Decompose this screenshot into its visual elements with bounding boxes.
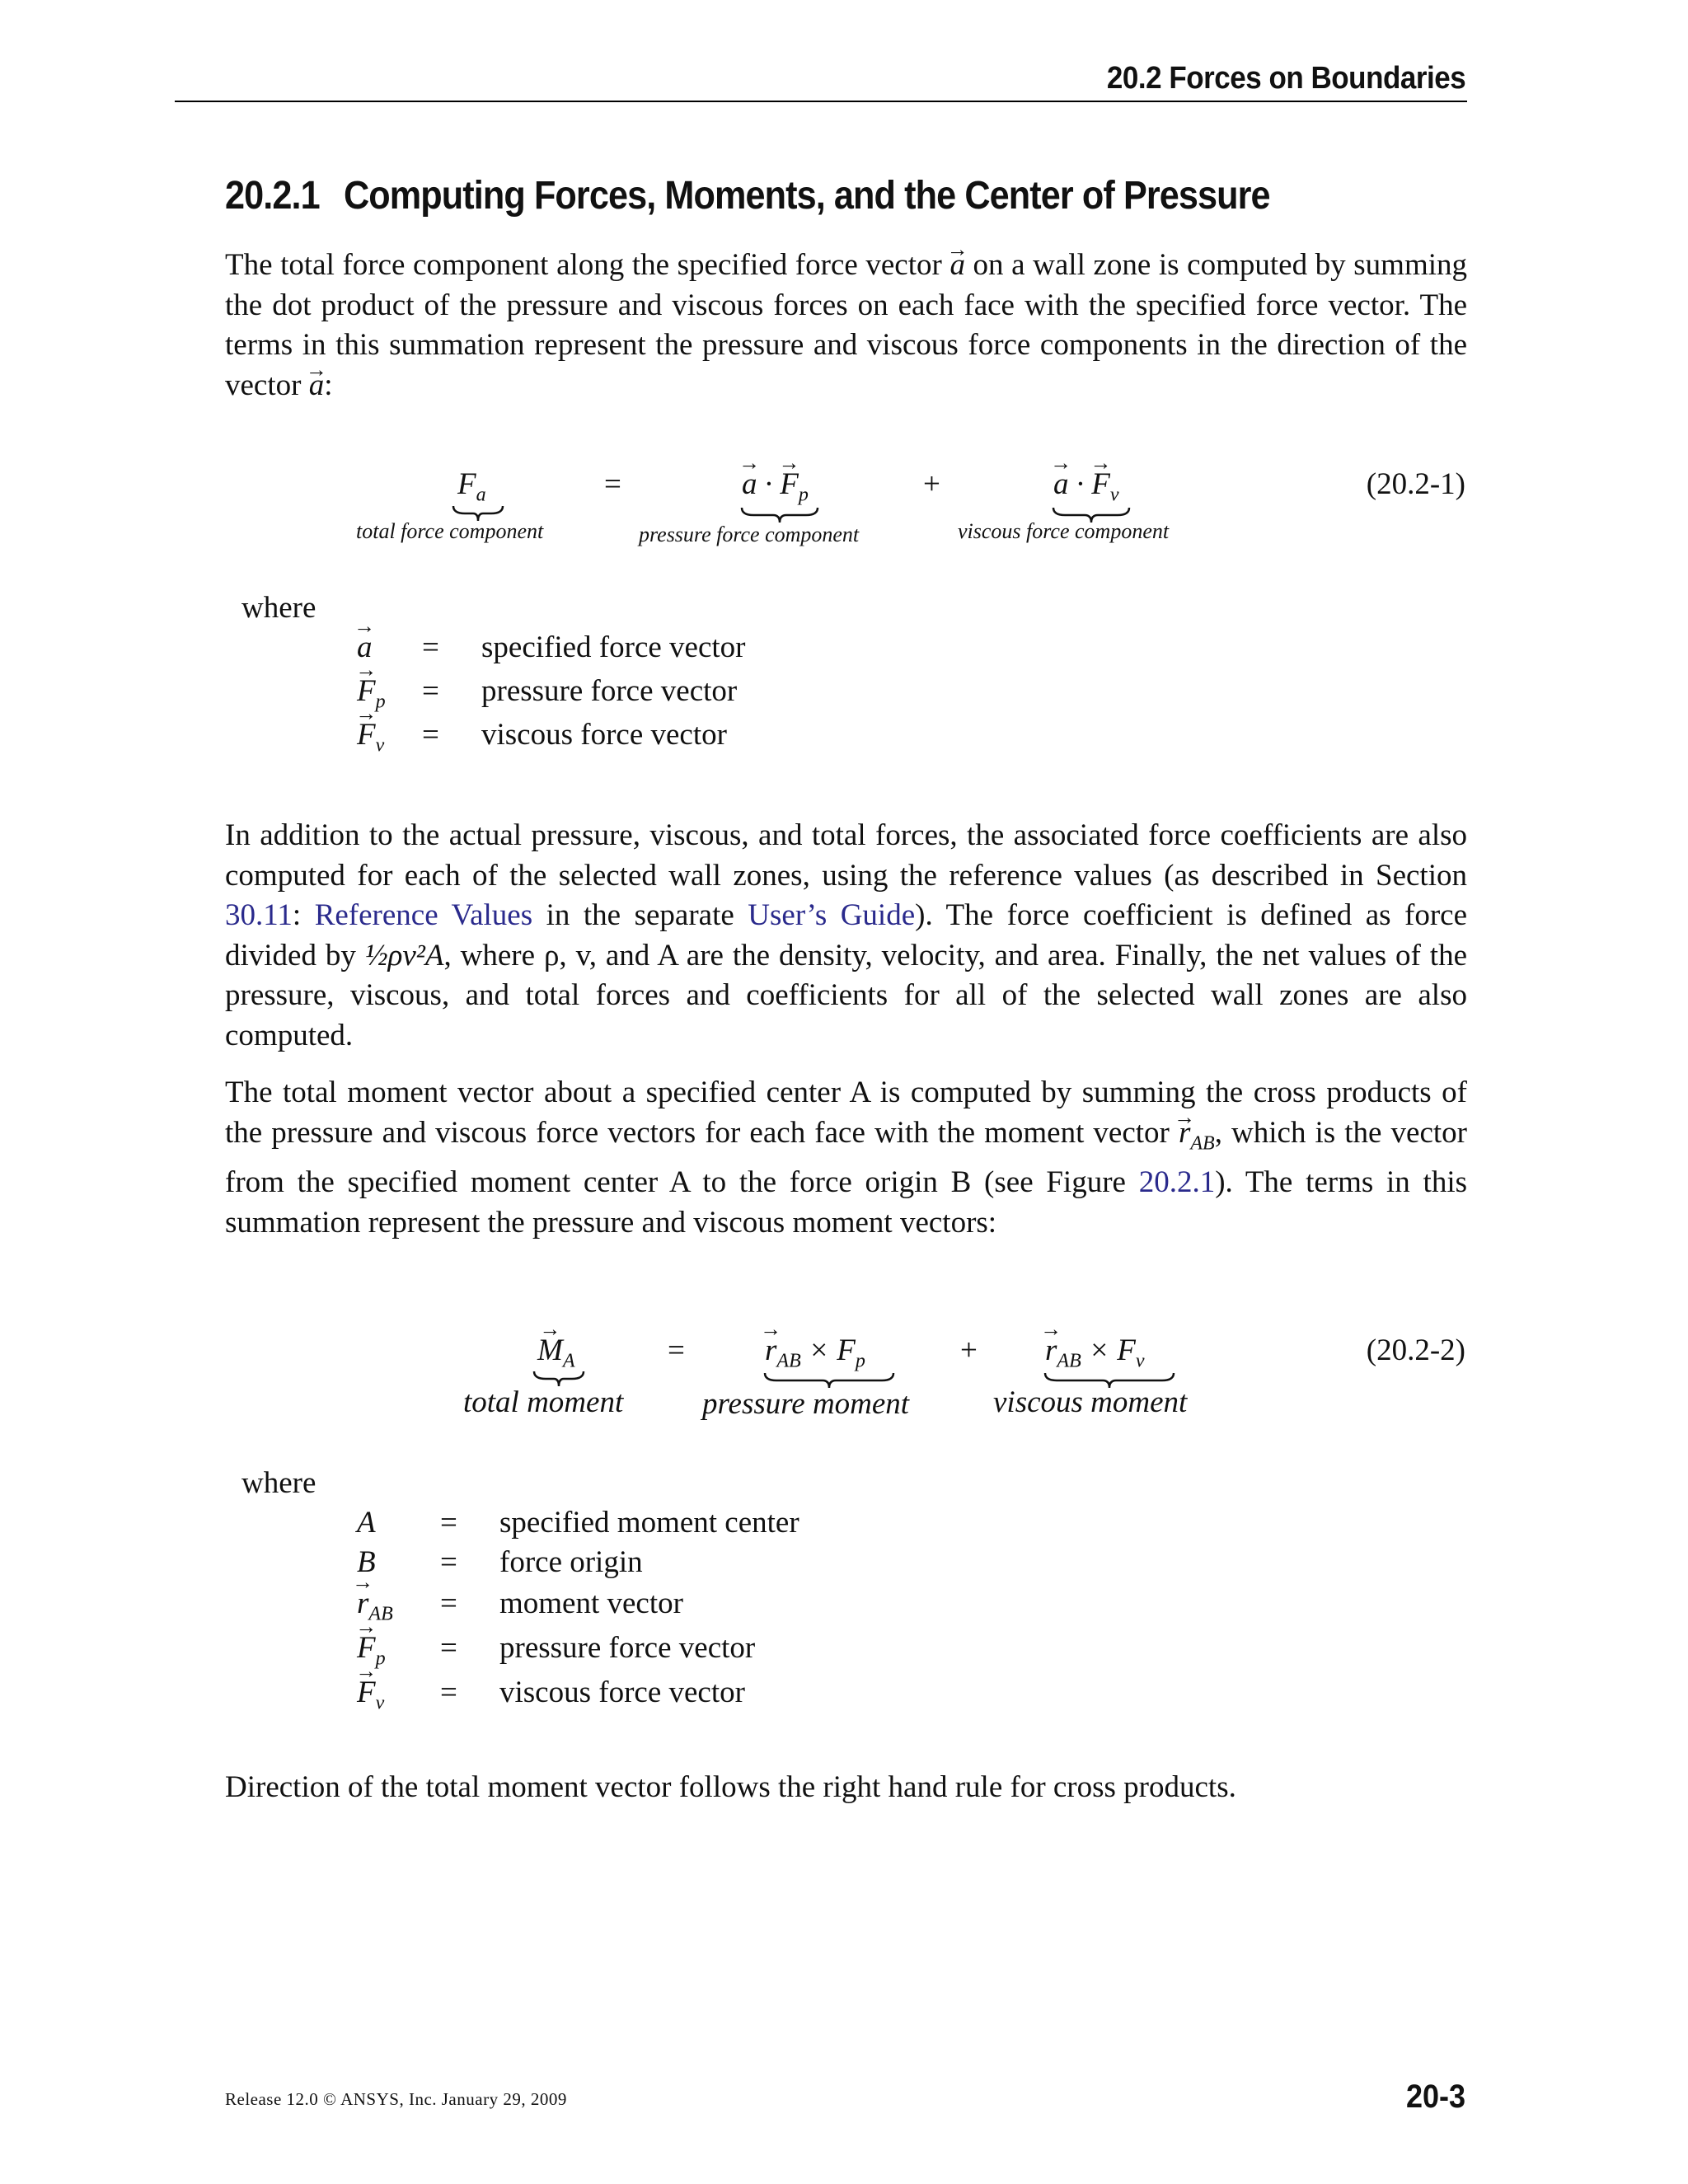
def-text: viscous force vector: [499, 1675, 745, 1709]
def-equals: =: [440, 1586, 457, 1620]
def-symbol: A: [357, 1506, 376, 1540]
def-text: moment vector: [499, 1586, 683, 1620]
def-text: specified force vector: [481, 630, 746, 664]
para2-text-3: in the separate: [532, 898, 748, 932]
para3-text-1: The total moment vector about a specified center A is computed by summing the cross products of the pressure and viscous force vectors for each face with the moment vector: [225, 1076, 1467, 1150]
def-text: pressure force vector: [481, 674, 738, 708]
eq2-label-total: total moment: [463, 1385, 624, 1419]
section-heading: [225, 173, 1270, 218]
eq1-term-pressure: → a · → $F_p$: [742, 466, 809, 506]
para1-text-3: :: [324, 368, 333, 402]
paragraph-force-coefficients: [225, 816, 1467, 1056]
eq2-label-viscous: viscous moment: [993, 1385, 1188, 1419]
def-symbol: → a: [357, 630, 373, 665]
footer-release: Release 12.0 © ANSYS, Inc. January 29, 2009: [225, 2089, 567, 2109]
para3-text-3: ). The terms in this summation represent the pressure and viscous moment vectors:: [225, 1165, 1467, 1240]
header-rule: [175, 101, 1467, 102]
def-equals: =: [422, 674, 439, 708]
def-text: force origin: [499, 1545, 643, 1579]
def-symbol: B: [357, 1545, 376, 1579]
def-text: pressure force vector: [499, 1631, 756, 1665]
eq1-term-viscous: → a · → $F_v$: [1053, 466, 1119, 506]
def-text: viscous force vector: [481, 718, 727, 752]
def-equals: =: [440, 1631, 457, 1665]
def-equals: =: [440, 1506, 457, 1540]
para2-text-1: In addition to the actual pressure, viscous, and total forces, the associated force coefficients are also computed for each of the selected wall zones, using the reference values (as described in Section: [225, 818, 1467, 893]
def-symbol: → $F_v$: [357, 717, 384, 757]
def-equals: =: [440, 1675, 457, 1709]
eq2-term-viscous: → $r_{AB} \times F_v$: [1045, 1333, 1144, 1372]
def-equals: =: [422, 718, 439, 752]
def-symbol: → $F_p$: [357, 673, 386, 713]
eq1-plus: +: [923, 467, 940, 501]
eq1-equals: =: [604, 467, 621, 501]
def-text: specified moment center: [499, 1506, 799, 1540]
force-coefficient-formula: ½ρv²A: [364, 938, 444, 972]
page-number: 20-3: [1405, 2079, 1465, 2115]
moment-vector-inline: → $r_{AB}$: [1179, 1116, 1215, 1150]
eq1-brace-pressure: [740, 506, 819, 524]
para1-text-2: on a wall zone is computed by summing the dot product of the pressure and viscous forces on each face with the specified force vector. The terms in this summation represent the pressure and viscous force components in the direction of the vector: [225, 248, 1468, 402]
running-header: 20.2 Forces on Boundaries: [1106, 61, 1465, 96]
eq1-label-viscous: viscous force component: [958, 519, 1170, 543]
paragraph-force-intro: [225, 246, 1467, 405]
eq2-label-pressure: pressure moment: [702, 1387, 910, 1421]
vector-a-inline-2: → a: [309, 366, 325, 406]
eq2-term-pressure: → $r_{AB} \times F_p$: [765, 1333, 865, 1372]
para2-text-4: ). The force coefficient is defined as force divided by: [225, 898, 1468, 972]
para3-text-2: , which is the vector from the specified moment center A to the force origin B (see Figure: [225, 1115, 1467, 1200]
link-reference-values[interactable]: Reference Values: [314, 898, 533, 932]
para1-text-1: The total force component along the specified force vector: [225, 248, 950, 282]
link-figure-20-2-1[interactable]: 20.2.1: [1138, 1165, 1216, 1200]
def-symbol: → $r_{AB}$: [357, 1586, 393, 1625]
eq1-lhs: $F_a$: [457, 467, 486, 506]
eq1-label-pressure: pressure force component: [639, 523, 860, 546]
where-label-2: where: [241, 1466, 316, 1500]
para2-text-2: :: [292, 898, 315, 932]
eq2-lhs: → $M_A$: [537, 1333, 575, 1372]
paragraph-moment-intro: [225, 1073, 1467, 1243]
link-section-30-11[interactable]: 30.11: [225, 898, 293, 932]
para2-text-5: , where ρ, v, and A are the density, velocity, and area. Finally, the net values of the pressure, viscous, and total forces and coefficients for all of the selected wall zones are also computed.: [225, 938, 1467, 1052]
link-users-guide[interactable]: User’s Guide: [748, 898, 916, 932]
eq2-equals: =: [668, 1333, 685, 1367]
eq2-number: (20.2-2): [1366, 1333, 1465, 1367]
def-symbol: → $F_p$: [357, 1630, 386, 1670]
section-number: 20.2.1: [225, 174, 320, 218]
def-symbol: → $F_v$: [357, 1675, 384, 1714]
vector-a-inline: → a: [950, 246, 965, 286]
section-title: Computing Forces, Moments, and the Center of Pressure: [344, 174, 1270, 218]
eq1-label-total: total force component: [356, 519, 544, 543]
paragraph-right-hand-rule: Direction of the total moment vector follows the right hand rule for cross products.: [225, 1770, 1236, 1804]
eq1-number: (20.2-1): [1366, 467, 1465, 501]
def-equals: =: [422, 630, 439, 664]
eq2-plus: +: [960, 1333, 978, 1367]
def-equals: =: [440, 1545, 457, 1579]
where-label-1: where: [241, 591, 316, 625]
